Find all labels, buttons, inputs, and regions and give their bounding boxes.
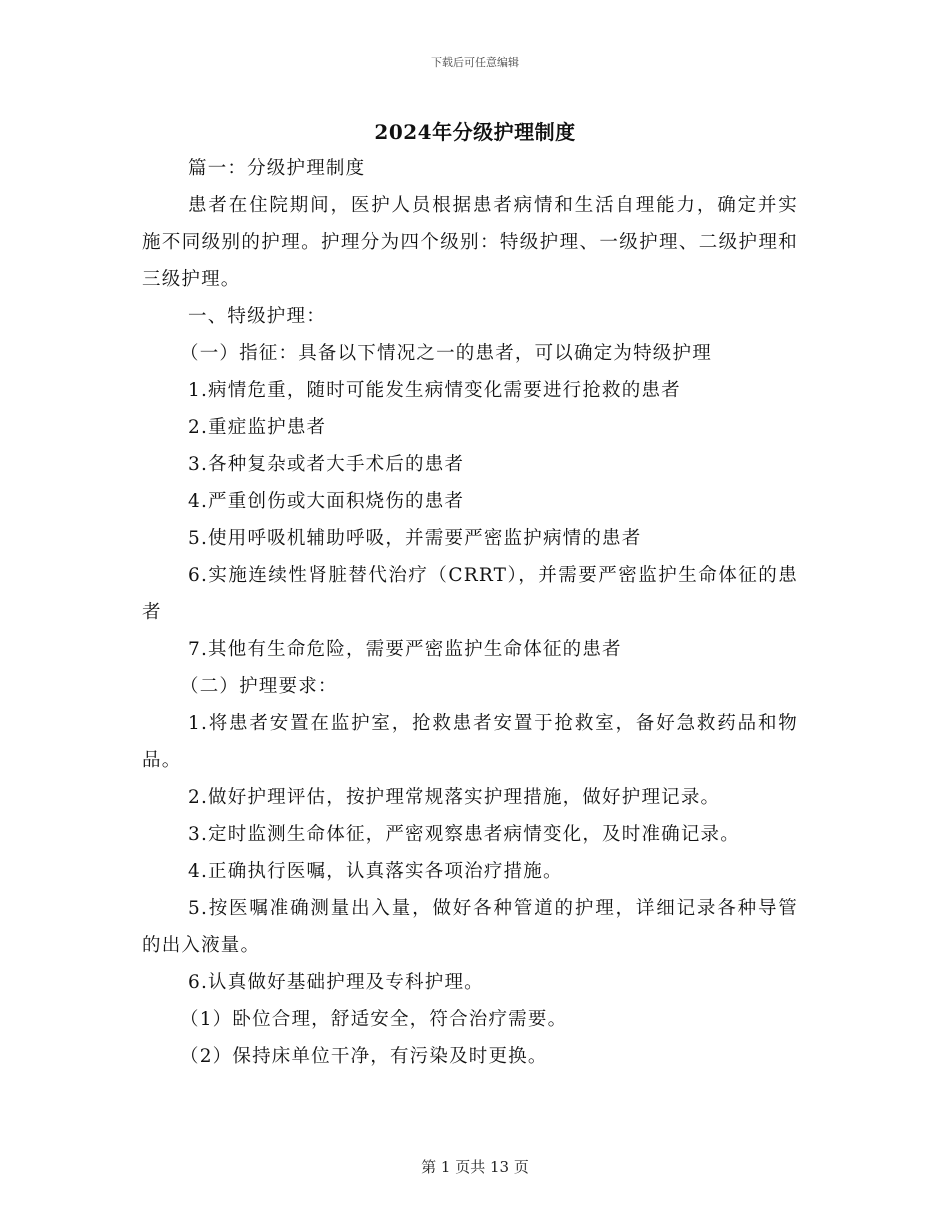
list-item: 5.按医嘱准确测量出入量，做好各种管道的护理，详细记录各种导管的出入液量。 (142, 898, 798, 956)
page-number-footer: 第 1 页共 13 页 (421, 1158, 529, 1176)
list-item: 3.定时监测生命体征，严密观察患者病情变化，及时准确记录。 (188, 824, 740, 845)
subsection-care-requirements: （二）护理要求： (180, 676, 338, 697)
subsection-indications: （一）指征：具备以下情况之一的患者，可以确定为特级护理 (180, 343, 712, 364)
header-note: 下载后可任意编辑 (431, 56, 519, 69)
list-item: 2.重症监护患者 (188, 417, 327, 438)
list-item: 6.实施连续性肾脏替代治疗（CRRT），并需要严密监护生命体征的患者 (142, 565, 798, 623)
list-item: 3.各种复杂或者大手术后的患者 (188, 454, 465, 475)
document-body (142, 150, 798, 1075)
list-item: 7.其他有生命危险，需要严密监护生命体征的患者 (188, 639, 622, 660)
list-item: 1.将患者安置在监护室，抢救患者安置于抢救室，备好急救药品和物品。 (142, 713, 798, 771)
section-heading-chapter: 篇一：分级护理制度 (188, 158, 366, 179)
list-item: 5.使用呼吸机辅助呼吸，并需要严密监护病情的患者 (188, 528, 642, 549)
list-item: 6.认真做好基础护理及专科护理。 (188, 972, 484, 993)
list-item: 1.病情危重，随时可能发生病情变化需要进行抢救的患者 (188, 380, 681, 401)
sub-list-item: （1）卧位合理，舒适安全，符合治疗需要。 (180, 1009, 568, 1030)
section-heading-special-care: 一、特级护理： (188, 306, 326, 327)
list-item: 4.严重创伤或大面积烧伤的患者 (188, 491, 465, 512)
intro-paragraph: 患者在住院期间，医护人员根据患者病情和生活自理能力，确定并实施不同级别的护理。护理分为四个级别：特级护理、一级护理、二级护理和三级护理。 (142, 195, 798, 290)
document-title: 2024年分级护理制度 (374, 120, 576, 144)
list-item: 4.正确执行医嘱，认真落实各项治疗措施。 (188, 861, 563, 882)
list-item: 2.做好护理评估，按护理常规落实护理措施，做好护理记录。 (188, 787, 721, 808)
sub-list-item: （2）保持床单位干净，有污染及时更换。 (180, 1046, 548, 1067)
